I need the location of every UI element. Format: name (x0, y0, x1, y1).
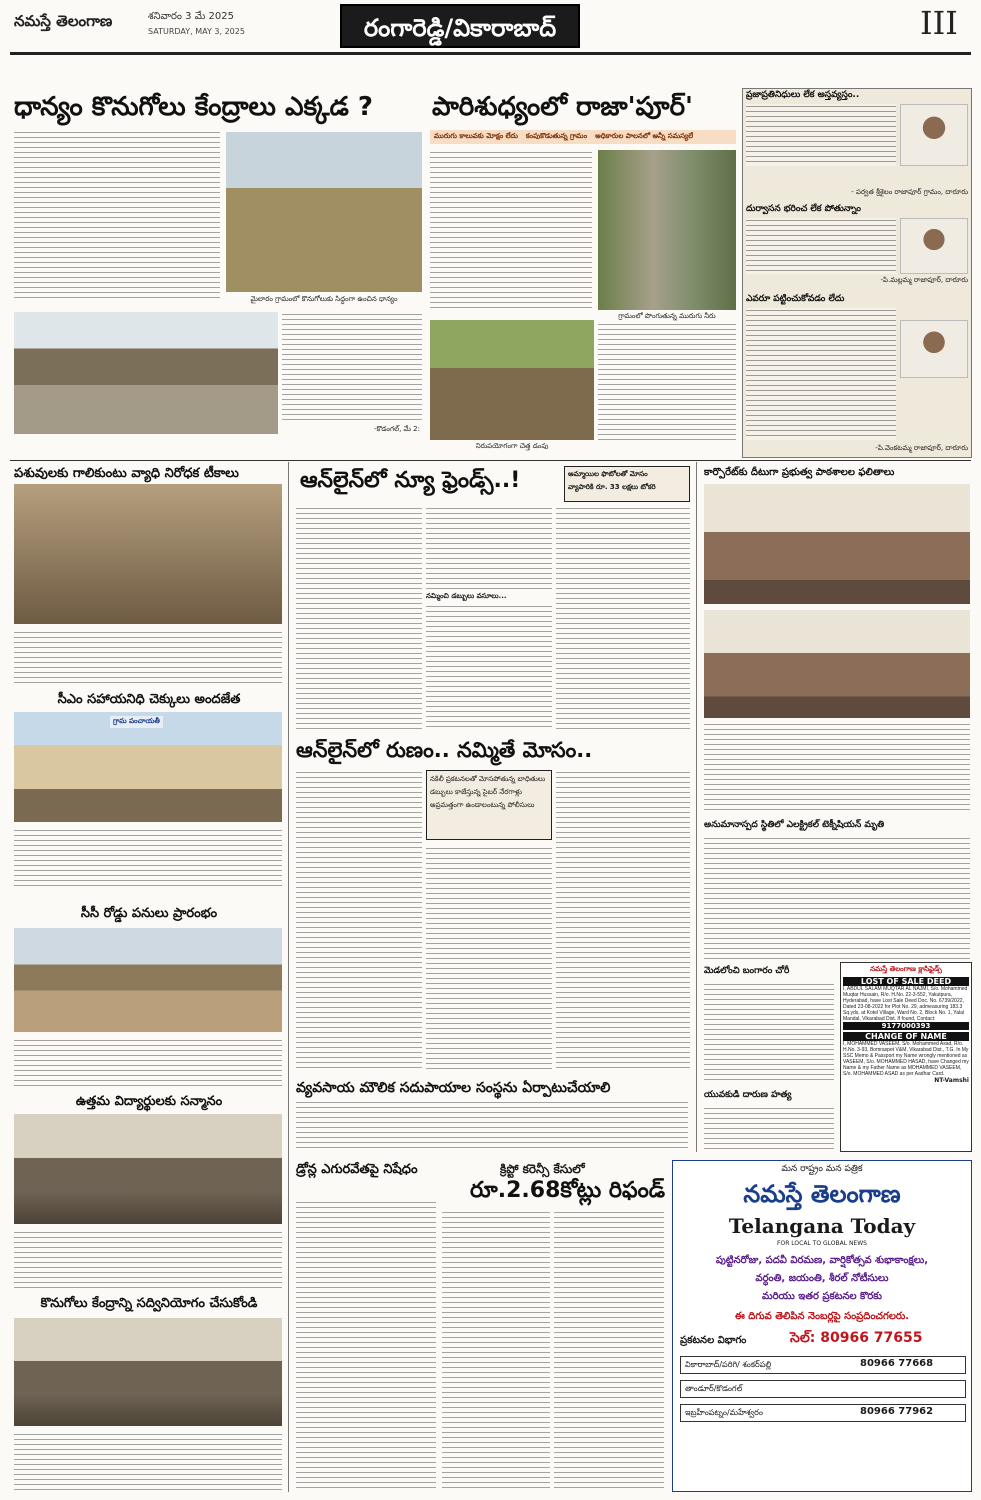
sidebar-sig1: - పర్వత శ్రీశైలం రాజాపూర్ గ్రామం, దారూరు (851, 188, 968, 196)
story6-body (14, 828, 282, 888)
story4-kicker-box (564, 466, 690, 502)
story4-subhead: నమ్మించి డబ్బులు వసూలు... (426, 592, 507, 600)
portrait-photo (900, 218, 968, 274)
sidebar-title1: ప్రజాప్రతినిధులు లేక అస్తవ్యస్తం.. (746, 90, 860, 100)
advert-line4: ఈ దిగువ తెలిపిన నెంబర్లపై సంప్రదించగలరు. (734, 1311, 910, 1322)
advert-logo-te: నమస్తే తెలంగాణ (743, 1180, 901, 1208)
bullet-item: నకిలీ ప్రకటనలతో మోసపోతున్న బాధితులు (430, 775, 546, 783)
page-number: III (920, 4, 958, 42)
date-telugu: శనివారం 3 మే 2025 (148, 11, 234, 22)
story8-body (704, 836, 970, 960)
advert-dept: ప్రకటనల విభాగం (680, 1335, 747, 1346)
story7-body-2 (426, 846, 552, 1070)
story12-body (704, 1106, 834, 1152)
advert-row-area: వికారాబాద్/పరిగి/ శంకర్‌పల్లి (685, 1360, 772, 1369)
sidebar-title2: దుర్వాసన భరించ లేక పోతున్నాం (746, 204, 861, 214)
story2-body (430, 150, 592, 310)
story3-body (14, 630, 282, 686)
story4-body-4 (556, 506, 690, 730)
classifieds-box (840, 962, 972, 1152)
topic-bar-item: అధికారుల పాలనలో అన్నీ సమస్యలే (595, 132, 694, 140)
change-sign: NT-Vamshi (934, 1077, 969, 1084)
story3-headline: పశువులకు గాలికుంటు వ్యాధి నిరోధక టీకాలు (14, 466, 239, 481)
story7-headline: ఆన్‌లైన్‌లో రుణం.. నమ్మితే మోసం.. (296, 738, 593, 762)
portrait-photo (900, 320, 968, 378)
advert-row-phone: 80966 77962 (860, 1406, 934, 1417)
date-english: SATURDAY, MAY 3, 2025 (148, 27, 245, 36)
advert-row-area: తాండూర్/కొడంగల్ (685, 1384, 743, 1393)
story4-body-1 (296, 506, 422, 730)
story9-body (14, 1038, 282, 1086)
story4-body-2 (426, 506, 552, 590)
story1-caption: మైలారం గ్రామంలో కొనుగోలుకు సిద్ధంగా ఉంచిన ధాన్యం (250, 295, 398, 303)
story15-body-1 (442, 1210, 550, 1490)
lost-title: LOST OF SALE DEED (843, 977, 969, 986)
story12-headline: యువకుడి దారుణ హత్య (704, 1090, 792, 1100)
story13-body (296, 1100, 688, 1152)
story4-body-3 (426, 604, 552, 730)
column-divider (696, 462, 697, 1152)
sidebar-title3: ఎవరూ పట్టించుకోవడం లేదు (746, 294, 845, 304)
story8-headline: అనుమానాస్పద స్థితిలో ఎలక్ట్రికల్ టెక్నీషియన్ మృతి (704, 820, 885, 830)
sidebar-sig3: -పి.వెంకటమ్మ రాజాపూర్, దారూరు (875, 444, 968, 452)
sidebar-body2 (746, 218, 896, 274)
story2-headline: పారిశుధ్యంలో రాజా'పూర్' (432, 92, 693, 122)
story4-headline: ఆన్‌లైన్‌లో న్యూ ఫ్రెండ్స్..! (300, 468, 521, 493)
story10-headline: మెడలోంచి బంగారం చోరీ (704, 966, 790, 976)
dump-photo (430, 320, 594, 440)
story14-headline: డ్రోన్ల ఎగురవేతపై నిషేధం (296, 1162, 418, 1177)
district-banner: రంగారెడ్డి/వికారాబాద్ (340, 4, 580, 48)
advert-line2: వర్ధంతి, జయంతి, శీరల్ నోటీసులు (755, 1273, 889, 1284)
story2-caption2: నిరుపయోగంగా చెత్త డంపు (475, 442, 549, 450)
change-text: I, MOHAMMED VASEEM, S/o. Mohammed Asad, R/o. H.No. 3-93, Bomraspet V&M, Vikarabad Dist., T.G. In My SSC Memo & Passport my Name wrongly mentioned as VASEEM, S/o. MOHAMMED HASAD, have Changed my Name & my Father Name as MOHAMMED VASEEM, S/o. MOHAMMED ASAD as per Aadhar Card. (843, 1041, 969, 1077)
classifieds-brand: నమస్తే తెలంగాణ క్లాసిఫైడ్స్ (870, 965, 942, 973)
story11-headline: ఉత్తమ విద్యార్థులకు సన్మానం (75, 1094, 223, 1109)
story1-body (14, 130, 220, 300)
advert-cell: సెల్: 80966 77655 (790, 1330, 923, 1346)
story13-headline: వ్యవసాయ మౌలిక సదుపాయాల సంస్థను ఏర్పాటుచేయాలి (296, 1080, 611, 1096)
advert-line1: పుట్టినరోజు, పదవీ విరమణ, వార్షికోత్సవ శుభాకాంక్షలు, (715, 1255, 929, 1266)
advert-row-area: ఇబ్రహీంపట్నం/మహేశ్వరం (685, 1408, 763, 1417)
story1-headline: ధాన్యం కొనుగోలు కేంద్రాలు ఎక్కడ ? (14, 92, 373, 122)
protest-body (282, 312, 422, 422)
bullet-item: అప్రమత్తంగా ఉండాలంటున్న పోలీసులు (430, 801, 535, 809)
advert-line3: మరియు ఇతర ప్రకటనల కొరకు (762, 1291, 882, 1302)
story15-body-2 (554, 1210, 664, 1490)
advert-tagline: మన రాష్ట్రం మన పత్రిక (781, 1164, 863, 1174)
story4-kicker2: వ్యాపారికి రూ. 33 లక్షలు టోకరి (568, 483, 656, 491)
advert-row (680, 1380, 966, 1398)
story15-kicker: క్రిప్టో కరెన్సీ కేసులో (500, 1162, 585, 1176)
felicitation-photo (14, 1114, 282, 1224)
story10-body (704, 982, 834, 1082)
road-photo (14, 928, 282, 1032)
story6-headline: సీఎం సహాయనిధి చెక్కులు అందజేత (57, 692, 241, 707)
story7-body-1 (296, 770, 422, 1070)
procurement-photo (14, 1318, 282, 1426)
topic-bar-item: కంపుకొడుతున్న గ్రామం (525, 132, 588, 140)
brand-logo: నమస్తే తెలంగాణ (14, 12, 113, 30)
story2-topic-bar (430, 130, 736, 144)
story2-body-2 (598, 322, 736, 442)
drain-photo (598, 150, 736, 310)
story5-headline: కార్పొరేట్‌కు దీటుగా ప్రభుత్వ పాఠశాలల ఫలితాలు (704, 467, 895, 478)
story9-headline: సీసీ రోడ్డు పనులు ప్రారంభం (80, 906, 218, 921)
sidebar-sig2: -పి.మల్లమ్మ రాజాపూర్, దారూరు (880, 276, 968, 284)
protest-dateline: -కొడంగల్, మే 2: (373, 425, 420, 433)
story16-body (14, 1432, 282, 1490)
sidebar-body3 (746, 308, 896, 440)
masthead-rule (10, 52, 971, 55)
advert-row-phone: 80966 77668 (860, 1358, 934, 1369)
story5-body (704, 722, 970, 812)
column-divider (288, 462, 289, 1492)
lost-text: I, ABDUL SALAM MUQTAR AL NAJMI, S/o. Mohammed Muqtar Hussain, R/o. H.No. 22-3-552, Yakutpura, Hyderabad, have Lost Sale Deed Doc. No. 6739/2022, Dated 23-08-2022 for Plot No. 29, admeasuring 183.3 Sq.yds, at Kotel Village, Ward No. 2, Block No. 1, Yalal Mandal, Vikarabad Dist. If found, Contact: (843, 986, 968, 1022)
change-title: CHANGE OF NAME (843, 1032, 969, 1041)
bullet-item: డబ్బులు కాజేస్తున్న సైబర్ నేరగాళ్లు (430, 788, 522, 796)
topic-bar-item: మురుగు కాలువకు మోక్షం లేదు (434, 132, 518, 140)
story4-kicker1: అమ్మాయిల ఫొటోలతో మోసం (568, 470, 648, 478)
story11-body (14, 1230, 282, 1290)
school-photo-2 (704, 610, 970, 718)
cheque-photo (14, 712, 282, 822)
lost-phone: 9177000393 (843, 1022, 969, 1030)
panchayat-sign: గ్రామ పంచాయతీ (110, 716, 163, 728)
advert-logo-en: Telangana Today (728, 1214, 916, 1238)
story7-body-3 (556, 770, 690, 1070)
portrait-photo (900, 104, 968, 166)
school-photo-1 (704, 484, 970, 604)
section-divider (10, 460, 971, 461)
protest-photo (14, 312, 278, 434)
story14-body (296, 1200, 436, 1490)
story16-headline: కొనుగోలు కేంద్రాన్ని సద్వినియోగం చేసుకోండి (40, 1296, 258, 1311)
vaccination-photo (14, 484, 282, 624)
story7-bullet-box (426, 770, 552, 840)
advert-logo-en-sub: FOR LOCAL TO GLOBAL NEWS (777, 1240, 867, 1247)
sidebar-body1 (746, 104, 896, 166)
grain-photo (226, 132, 422, 292)
story2-caption1: గ్రామంలో పొంగుతున్న మురుగు నీరు (618, 312, 716, 320)
story15-headline: రూ.2.68కోట్లు రిఫండ్ (470, 1178, 666, 1203)
